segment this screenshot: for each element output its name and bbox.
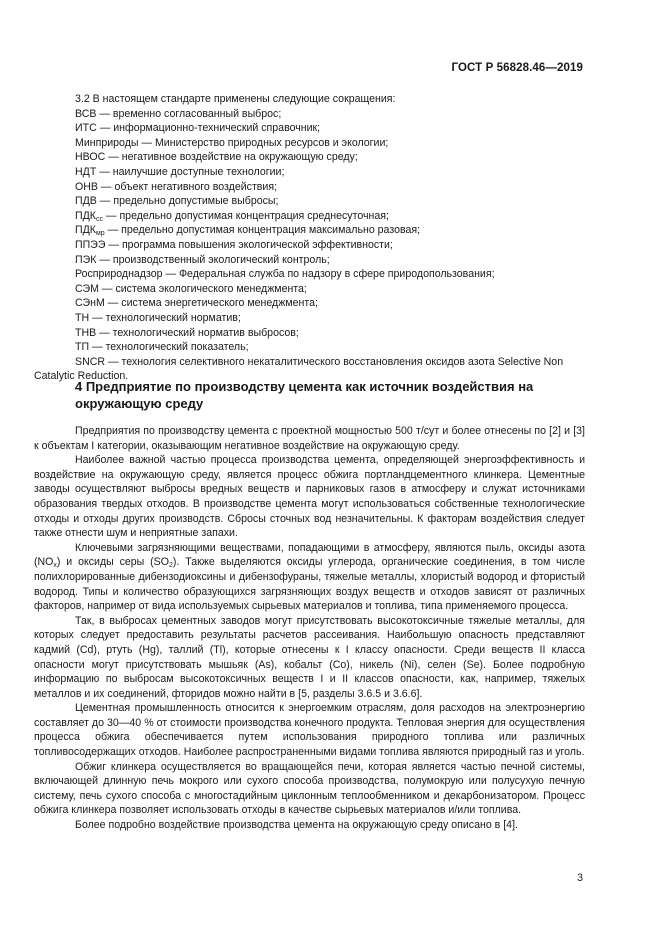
abbreviation-item <box>75 150 585 165</box>
paragraph-text: Обжиг клинкера осуществляется во вращающейся печи, которая является частью печной системы, включающей длинную печь мокрого или сухого способа производства, полумокрую или полусухую печную систему, печь сухого способа с многостадийным циклонным теплообменником и декарбонизатором. Процесс обжига клинкера позволяет использовать отходы в качестве сырьевых материалов и/или топлива. <box>34 760 585 817</box>
paragraph-text: Наиболее важной частью процесса производства цемента, определяющей энергоэффективность и воздействие на окружающую среду, является процесс обжига портландцементного клинкера. Цементные заводы осуществляют выбросы вредных веществ и парниковых газов в атмосферу и служат источниками образования твердых отходов. В производстве цемента могут использоваться собственные технологические отходы и отходы других производств. Сбросы сточных вод незначительны. К факторам воздействия следует также отнести шум и неприятные запахи. <box>34 454 585 540</box>
body-paragraph <box>34 453 585 541</box>
abbreviation-definition: — Министерство природных ресурсов и экологии; <box>138 136 389 149</box>
abbreviation-definition: — предельно допустимая концентрация среднесуточная; <box>102 209 389 222</box>
chemical-subscript: x <box>53 562 57 570</box>
abbreviations-intro: 3.2 В настоящем стандарте применены следующие сокращения: <box>75 93 396 105</box>
abbreviation-definition: — технологический показатель; <box>89 341 249 354</box>
abbreviation-definition: — система энергетического менеджмента; <box>104 297 318 310</box>
abbreviation-item <box>75 180 585 195</box>
body-paragraph <box>34 701 585 759</box>
body-paragraph <box>34 424 585 453</box>
abbreviations-items <box>34 107 585 384</box>
abbreviation-definition: — технологический норматив; <box>89 311 241 324</box>
document-code-header: ГОСТ Р 56828.46—2019 <box>451 62 583 74</box>
body-paragraph <box>34 541 585 614</box>
abbreviation-term: НДТ <box>75 165 97 178</box>
abbreviation-definition: — Федеральная служба по надзору в сфере природопользования; <box>162 268 495 281</box>
abbreviation-term: Минприроды <box>75 136 139 149</box>
abbreviation-term: SNCR <box>75 355 106 368</box>
paragraph-text: Ключевыми загрязняющими веществами, попадающими в атмосферу, являются пыль, оксиды азота (NO <box>34 541 585 569</box>
paragraph-text: ). Также выделяются оксиды углерода, органические соединения, в том числе полихлорированные дибензодиоксины и дибензофураны, тяжелые металлы, хлористый водород и фтористый водород. Типы и количество образующихся загрязняющих воздух веществ и отходов зависят от различных факторов, например от вида используемых сырьевых материалов и топлива, типа применяемого процесса. <box>34 556 585 613</box>
abbreviation-item <box>75 136 585 151</box>
abbreviation-term: ПДВ <box>75 195 97 208</box>
abbreviation-item <box>75 267 585 282</box>
abbreviation-item <box>75 194 585 209</box>
abbreviation-item <box>75 340 585 355</box>
abbreviation-item <box>75 253 585 268</box>
abbreviation-definition: — программа повышения экологической эффективности; <box>105 238 393 251</box>
abbreviation-item <box>75 282 585 297</box>
section-title: 4 Предприятие по производству цемента как источник воздействия на окружающую среду <box>75 379 534 411</box>
abbreviation-subscript: мр <box>95 230 105 238</box>
chemical-subscript: 2 <box>168 562 173 570</box>
section-body <box>34 424 585 833</box>
abbreviation-definition: — наилучшие доступные технологии; <box>96 165 285 178</box>
abbreviation-item <box>75 165 585 180</box>
abbreviation-definition: — производственный экологический контроль; <box>96 253 330 266</box>
abbreviation-item <box>75 296 585 311</box>
abbreviation-definition: — технологический норматив выбросов; <box>96 326 299 339</box>
paragraph-text: Так, в выбросах цементных заводов могут присутствовать высокотоксичные тяжелые металлы, для которых следует предоставить результаты расчетов рассеивания. Наибольшую опасность представляют кадмий (Cd), ртуть (Hg), таллий (Tl), которые отнесены к I классу опасности. Среди веществ II класса опасности могут присутствовать мышьяк (As), кобальт (Co), никель (Ni), селен (Se). Более подробную информацию по выбросам высокотоксичных веществ I и II классов опасности, как, например, тяжелых металлов и их соединений, фторидов можно найти в [5, разделы 3.6.5 и 3.6.6]. <box>34 614 585 700</box>
abbreviation-term: ОНВ <box>75 180 98 193</box>
page-number: 3 <box>577 872 583 884</box>
abbreviation-item <box>75 121 585 136</box>
paragraph-text: Предприятия по производству цемента с проектной мощностью 500 т/сут и более отнесены по [2] и [3] к объектам I категории, оказывающим негативное воздействие на окружающую среду. <box>34 425 585 452</box>
abbreviation-term: ПДК <box>75 209 96 222</box>
abbreviation-item <box>75 311 585 326</box>
abbreviations-list <box>34 92 585 384</box>
abbreviation-item <box>75 223 585 238</box>
abbreviation-term: ИТС <box>75 122 97 135</box>
abbreviation-subscript: сс <box>95 215 103 223</box>
abbreviation-definition: — предельно допустимая концентрация максимально разовая; <box>104 224 421 237</box>
paragraph-text: Более подробно воздействие производства цемента на окружающую среду описано в [4]. <box>75 819 518 832</box>
abbreviation-term: СЭМ <box>75 282 99 295</box>
body-paragraph <box>34 818 585 833</box>
abbreviation-definition: — предельно допустимые выбросы; <box>96 195 279 208</box>
abbreviation-item <box>75 326 585 341</box>
abbreviation-definition: — объект негативного воздействия; <box>97 180 278 193</box>
body-paragraph <box>34 614 585 702</box>
abbreviation-term: НВОС <box>75 151 106 164</box>
abbreviation-item <box>75 107 585 122</box>
paragraph-text: ) и оксиды серы (SO <box>56 556 169 569</box>
abbreviation-definition: — негативное воздействие на окружающую среду; <box>105 151 358 164</box>
abbreviation-term: ПЭК <box>75 253 97 266</box>
abbreviation-term: Росприроднадзор <box>75 268 163 281</box>
abbreviation-term: ВСВ <box>75 107 97 120</box>
abbreviation-definition: — информационно-технический справочник; <box>96 122 321 135</box>
abbreviation-definition: — временно согласованный выброс; <box>96 107 282 120</box>
abbreviation-term: ТН <box>75 311 90 324</box>
abbreviation-definition: — технология селективного некаталитического восстановления оксидов азота Selective Non Catalytic Reduction. <box>34 355 564 383</box>
abbreviation-definition: — система экологического менеджмента; <box>98 282 307 295</box>
abbreviation-term: ТНВ <box>75 326 97 339</box>
abbreviation-term: ППЭЭ <box>75 238 106 251</box>
abbreviation-term: ТП <box>75 341 90 354</box>
abbreviation-item <box>75 209 585 224</box>
paragraph-text: Цементная промышленность относится к энергоемким отраслям, доля расходов на электроэнергию составляет до 30—40 % от стоимости производства конечного продукта. Тепловая энергия для осуществления процесса обжига обеспечивается путем использования природного топлива или различных топливосодержащих отходов. Наиболее распространенными видами топлива являются природный газ и уголь. <box>34 702 585 759</box>
abbreviation-term: ПДК <box>75 224 96 237</box>
body-paragraph <box>34 760 585 818</box>
abbreviation-item <box>75 238 585 253</box>
abbreviation-term: СЭнМ <box>75 297 105 310</box>
